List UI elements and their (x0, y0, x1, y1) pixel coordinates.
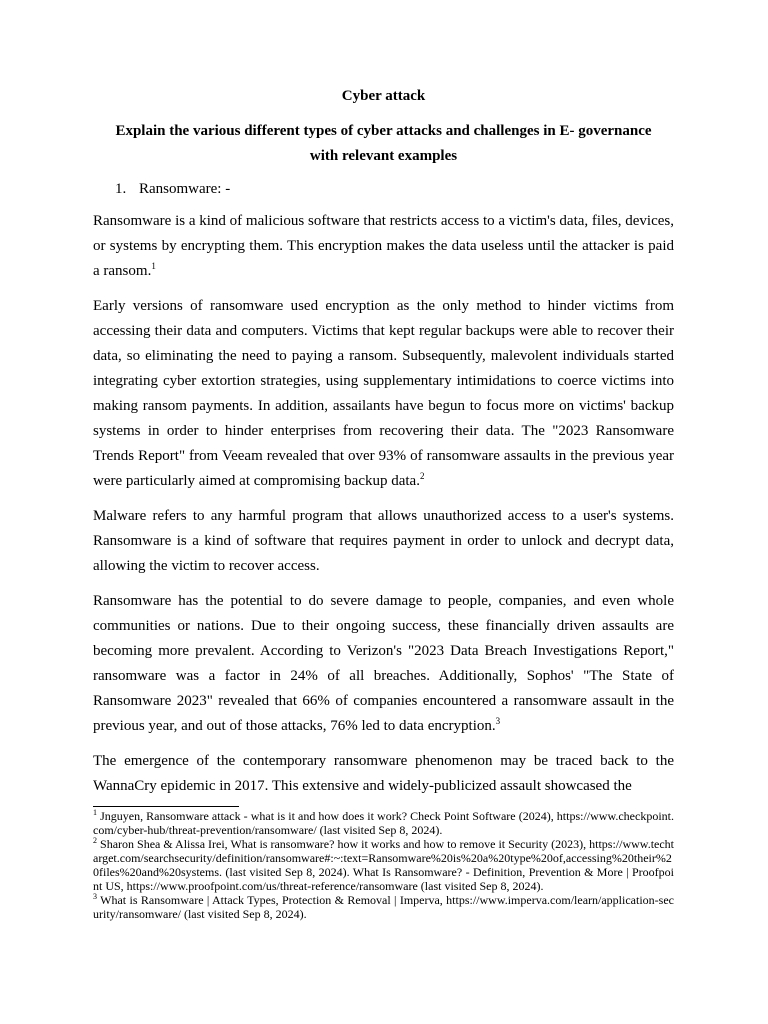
paragraph-4 (93, 589, 674, 739)
footnote-separator (93, 806, 239, 807)
list-label: Ransomware: - (139, 181, 231, 197)
footnote-ref-3: 3 (495, 716, 501, 726)
footnote-2 (93, 837, 674, 893)
paragraph-4-text: Ransomware has the potential to do severe damage to people, companies, and even whole communities or nations. Due to their ongoing success, these financially driven assaults are becoming more prevalent. According to Verizon's "2023 Data Breach Investigations Report," ransomware was a factor in 24% of all breaches. Additionally, Sophos' "The State of Ransomware 2023" revealed that 66% of companies encountered a ransomware assault in the previous year, and out of those attacks, 76% led to data encryption. (93, 593, 674, 734)
paragraph-1 (93, 209, 674, 284)
footnote-3-text: What is Ransomware | Attack Types, Protection & Removal | Imperva, https://www.imperva.com/learn/application-security/ransomware/ (last visited Sep 8, 2024). (93, 893, 674, 921)
paragraph-5: The emergence of the contemporary ransomware phenomenon may be traced back to the WannaCry epidemic in 2017. This extensive and widely-publicized assault showcased the (93, 753, 674, 794)
footnote-ref-1: 1 (151, 261, 156, 271)
footnote-1-mark: 1 (93, 808, 97, 817)
document-subtitle (93, 119, 674, 169)
paragraph-3: Malware refers to any harmful program that allows unauthorized access to a user's systems. Ransomware is a kind of software that requires payment in order to unlock and decrypt data, allowing the victim to recover access. (93, 508, 674, 574)
footnote-3 (93, 893, 674, 921)
footnote-2-text: Sharon Shea & Alissa Irei, What is ransomware? how it works and how to remove it Security (2023), https://www.techtarget.com/searchsecurity/definition/ransomware#:~:text=Ransomware%20is%20a%20type%20of,accessing%20their%20files%20and%20systems. (last visited Sep 8, 2024). What Is Ransomware? - Definition, Prevention & More | Proofpoint US, https://www.proofpoint.com/us/threat-reference/ransomware (last visited Sep 8, 2024). (93, 837, 675, 893)
paragraph-1-text: Ransomware is a kind of malicious software that restricts access to a victim's data, files, devices, or systems by encrypting them. This encryption makes the data useless until the attacker is paid a ransom. (93, 213, 674, 279)
paragraph-2-text: Early versions of ransomware used encryption as the only method to hinder victims from accessing their data and computers. Victims that kept regular backups were able to recover their data, so eliminating the need to paying a ransom. Subsequently, malevolent individuals started integrating cyber extortion strategies, using supplementary intimidations to coerce victims into making ransom payments. In addition, assailants have begun to focus more on victims' backup systems in order to hinder enterprises from recovering their data. The "2023 Ransomware Trends Report" from Veeam revealed that over 93% of ransomware assaults in the previous year were particularly aimed at compromising backup data. (93, 298, 674, 489)
subtitle-line-1: Explain the various different types of cyber attacks and challenges in E- governance (115, 123, 652, 139)
footnote-1 (93, 809, 674, 837)
list-item (93, 177, 674, 201)
paragraph-5-wrapper (93, 749, 674, 799)
footnote-1-text: Jnguyen, Ransomware attack - what is it and how does it work? Check Point Software (2024), https://www.checkpoint.com/cyber-hub/threat-prevention/ransomware/ (last visited Sep 8, 2024). (93, 809, 674, 837)
footnote-2-mark: 2 (93, 836, 97, 845)
footnote-ref-2: 2 (419, 471, 425, 481)
paragraph-2 (93, 294, 674, 494)
footnote-3-mark: 3 (93, 892, 97, 901)
list-number: 1. (115, 181, 127, 197)
footnotes (93, 806, 674, 921)
document-title: Cyber attack (341, 88, 426, 104)
subtitle-line-2: with relevant examples (309, 148, 458, 164)
document-body (93, 86, 674, 799)
